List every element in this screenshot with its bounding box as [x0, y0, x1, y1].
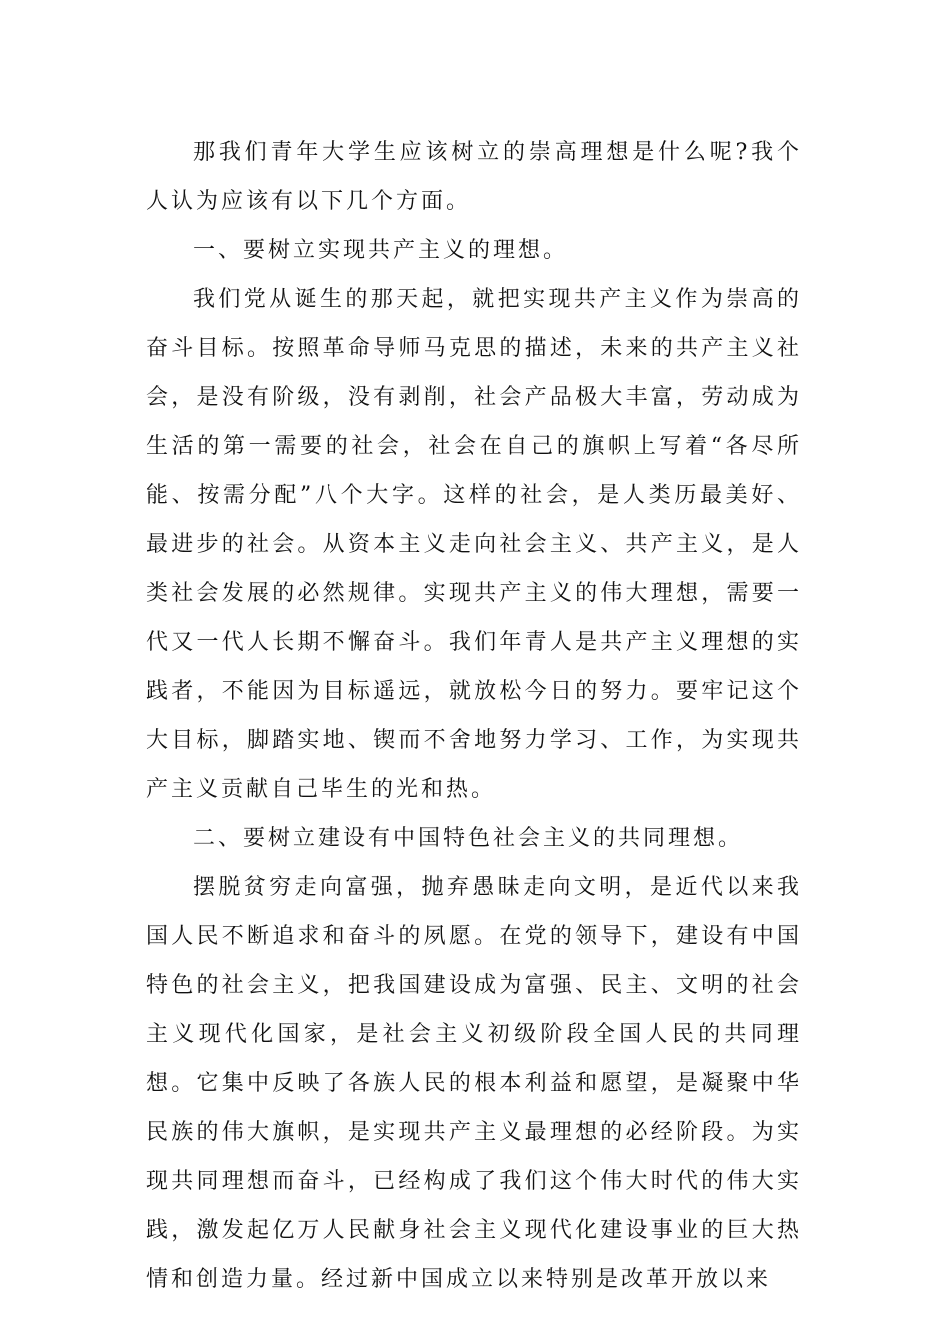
paragraph-intro: 那我们青年大学生应该树立的崇高理想是什么呢?我个人认为应该有以下几个方面。: [146, 140, 802, 214]
heading-communism-ideal: 一、要树立实现共产主义的理想。: [193, 238, 569, 263]
paragraph-communism: 我们党从诞生的那天起，就把实现共产主义作为崇高的奋斗目标。按照革命导师马克思的描述，未来的共产主义社会，是没有阶级，没有剥削，社会产品极大丰富，劳动成为生活的第一需要的社会，社会在自己的旗帜上写着“各尽所能、按需分配”八个大字。这样的社会，是人类历最美好、最进步的社会。从资本主义走向社会主义、共产主义，是人类社会发展的必然规律。实现共产主义的伟大理想，需要一代又一代人长期不懈奋斗。我们年青人是共产主义理想的实践者，不能因为目标遥远，就放松今日的努力。要牢记这个大目标，脚踏实地、锲而不舍地努力学习、工作，为实现共产主义贡献自己毕生的光和热。: [146, 287, 802, 802]
paragraph-common-ideal: 摆脱贫穷走向富强，抛弃愚昧走向文明，是近代以来我国人民不断追求和奋斗的夙愿。在党的领导下，建设有中国特色的社会主义，把我国建设成为富强、民主、文明的社会主义现代化国家，是社会主义初级阶段全国人民的共同理想。它集中反映了各族人民的根本利益和愿望，是凝聚中华民族的伟大旗帜，是实现共产主义最理想的必经阶段。为实现共同理想而奋斗，已经构成了我们这个伟大时代的伟大实践，激发起亿万人民献身社会主义现代化建设事业的巨大热情和创造力量。经过新中国成立以来特别是改革开放以来: [146, 875, 802, 1292]
heading-common-ideal: 二、要树立建设有中国特色社会主义的共同理想。: [193, 826, 744, 851]
document-page: [146, 128, 802, 1304]
